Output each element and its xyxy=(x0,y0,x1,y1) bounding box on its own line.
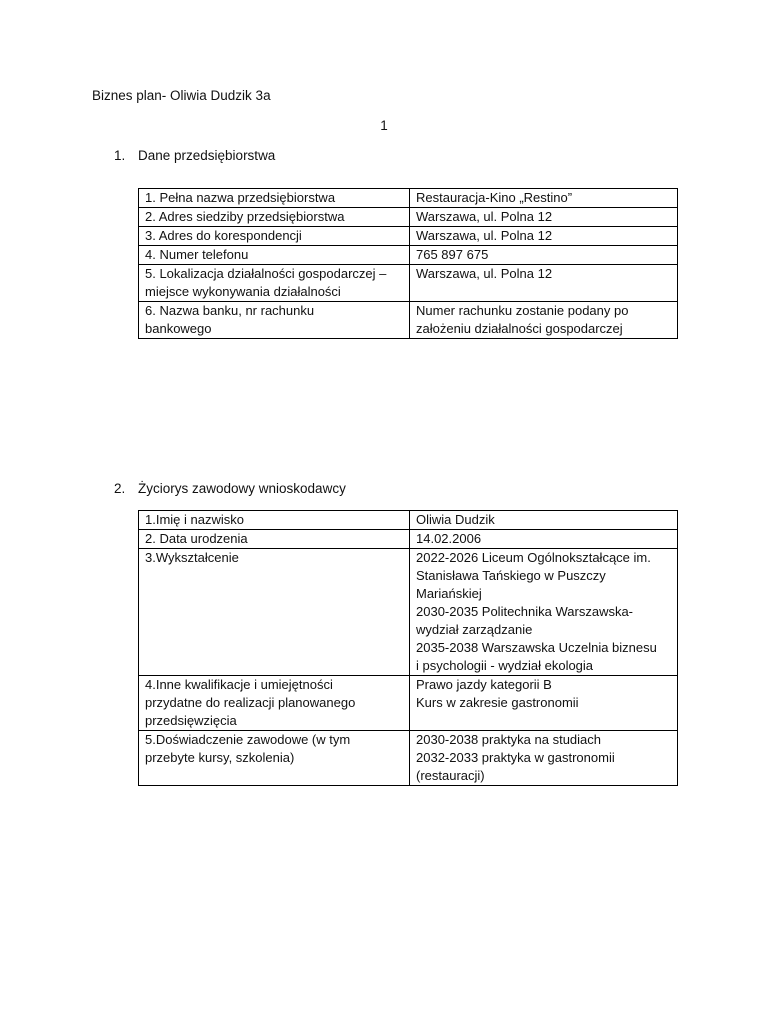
row-value: Prawo jazdy kategorii B Kurs w zakresie gastronomii xyxy=(410,676,678,731)
table-row xyxy=(139,549,678,676)
table-row xyxy=(139,676,678,731)
row-label: 1. Pełna nazwa przedsiębiorstwa xyxy=(139,189,410,208)
row-label: 4.Inne kwalifikacje i umiejętności przydatne do realizacji planowanego przedsięwzięcia xyxy=(139,676,410,731)
table-row xyxy=(139,189,678,208)
table-row xyxy=(139,530,678,549)
row-label: 5. Lokalizacja działalności gospodarczej – miejsce wykonywania działalności xyxy=(139,265,410,302)
table-row xyxy=(139,731,678,786)
section-heading-text: Dane przedsiębiorstwa xyxy=(138,148,276,163)
row-value: Warszawa, ul. Polna 12 xyxy=(410,208,678,227)
row-label: 1.Imię i nazwisko xyxy=(139,511,410,530)
page-number: 1 xyxy=(380,118,388,133)
row-label: 2. Adres siedziby przedsiębiorstwa xyxy=(139,208,410,227)
row-value: Warszawa, ul. Polna 12 xyxy=(410,265,678,302)
row-label: 6. Nazwa banku, nr rachunku bankowego xyxy=(139,302,410,339)
table-row xyxy=(139,227,678,246)
row-value: Numer rachunku zostanie podany po założeniu działalności gospodarczej xyxy=(410,302,678,339)
row-value: 2022-2026 Liceum Ogólnokształcące im. Stanisława Tańskiego w Puszczy Mariańskiej 2030-2035 Politechnika Warszawska- wydział zarządzanie 2035-2038 Warszawska Uczelnia biznesu i psychologii - wydział ekologia xyxy=(410,549,678,676)
row-label: 4. Numer telefonu xyxy=(139,246,410,265)
row-label: 5.Doświadczenie zawodowe (w tym przebyte kursy, szkolenia) xyxy=(139,731,410,786)
row-label: 2. Data urodzenia xyxy=(139,530,410,549)
section-heading-applicant-cv xyxy=(114,480,346,498)
applicant-cv-table xyxy=(138,510,678,786)
table-row xyxy=(139,302,678,339)
row-label: 3.Wykształcenie xyxy=(139,549,410,676)
section-heading-company-data xyxy=(114,147,275,165)
section-number: 2. xyxy=(114,481,126,496)
row-value: 765 897 675 xyxy=(410,246,678,265)
section-heading-text: Życiorys zawodowy wnioskodawcy xyxy=(138,481,346,496)
company-data-table xyxy=(138,188,678,339)
table-row xyxy=(139,208,678,227)
row-value: Warszawa, ul. Polna 12 xyxy=(410,227,678,246)
row-value: 14.02.2006 xyxy=(410,530,678,549)
document-title: Biznes plan- Oliwia Dudzik 3a xyxy=(92,88,271,103)
row-value: 2030-2038 praktyka na studiach 2032-2033 praktyka w gastronomii (restauracji) xyxy=(410,731,678,786)
table-row xyxy=(139,265,678,302)
table-row xyxy=(139,511,678,530)
section-number: 1. xyxy=(114,148,126,163)
row-label: 3. Adres do korespondencji xyxy=(139,227,410,246)
table-row xyxy=(139,246,678,265)
row-value: Restauracja-Kino „Restino” xyxy=(410,189,678,208)
row-value: Oliwia Dudzik xyxy=(410,511,678,530)
